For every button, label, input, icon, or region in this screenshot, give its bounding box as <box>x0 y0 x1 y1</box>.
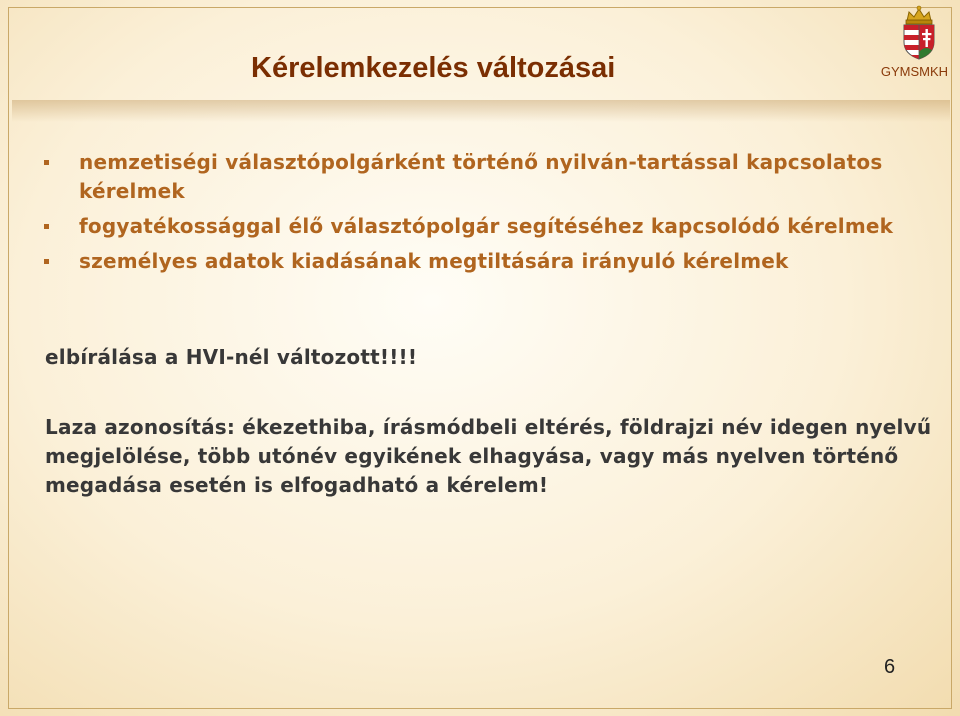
bullet-text: személyes adatok kiadásának megtiltására irányuló kérelmek <box>79 249 789 273</box>
list-item <box>0 247 939 276</box>
organization-label: GYMSMKH <box>880 64 948 79</box>
identification-paragraph: Laza azonosítás: ékezethiba, írásmódbeli eltérés, földrajzi név idegen nyelvű megjelölése, több utónév egyikének elhagyása, vagy más nyelven történő megadása esetén is elfogadható a kérelem! <box>45 415 932 497</box>
list-item <box>0 212 939 241</box>
list-item <box>0 148 939 206</box>
hungarian-coat-of-arms-icon <box>899 4 939 60</box>
page-number: 6 <box>884 656 896 678</box>
title-divider-shadow <box>12 100 950 122</box>
square-bullet-icon <box>44 259 49 264</box>
slide-title: Kérelemkezelés változásai <box>251 52 616 84</box>
square-bullet-icon <box>44 160 49 165</box>
bullet-text: nemzetiségi választópolgárként történő nyilván-tartással kapcsolatos kérelmek <box>79 150 883 203</box>
bullet-text: fogyatékossággal élő választópolgár segítéséhez kapcsolódó kérelmek <box>79 214 894 238</box>
square-bullet-icon <box>44 224 49 229</box>
decision-paragraph: elbírálása a HVI-nél változott!!!! <box>45 345 418 369</box>
bullet-list <box>0 148 939 276</box>
